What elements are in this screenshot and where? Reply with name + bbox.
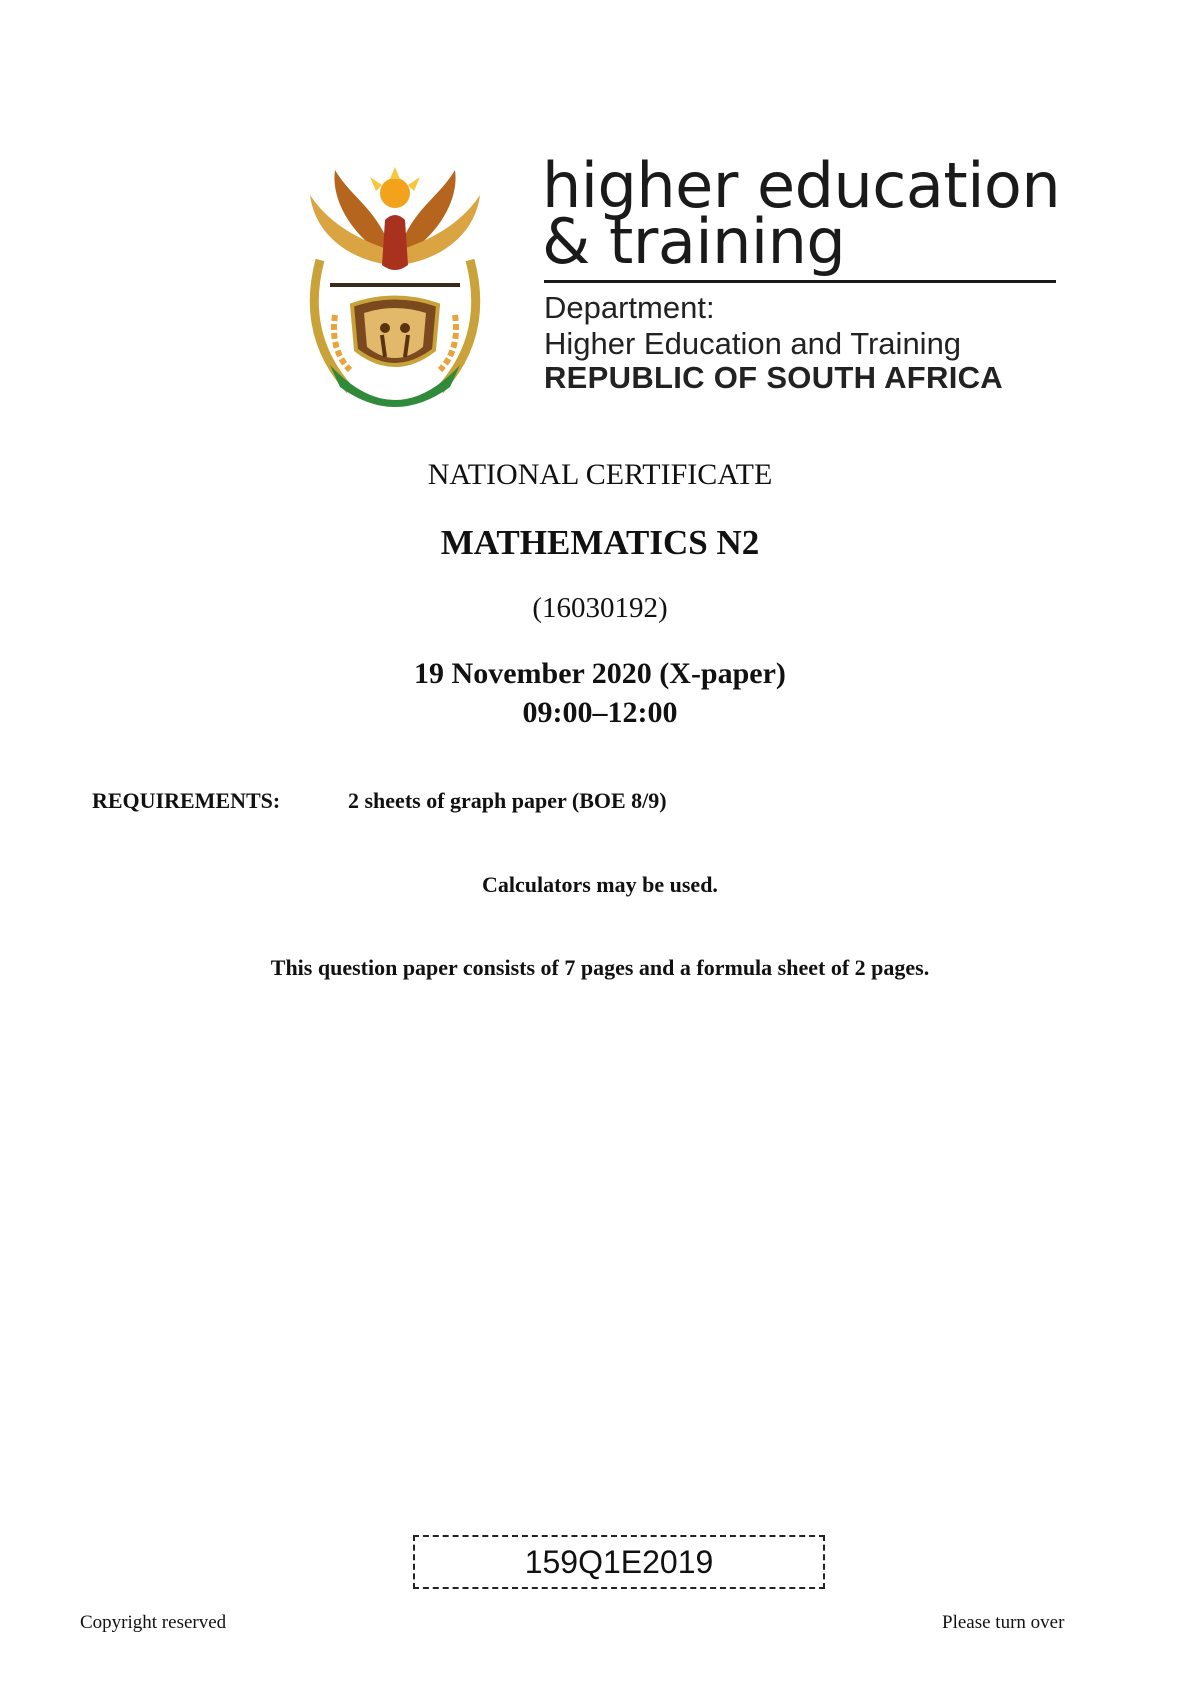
requirements-label: REQUIREMENTS: [92, 788, 281, 813]
letterhead-country: REPUBLIC OF SOUTH AFRICA [544, 360, 1003, 395]
letterhead-department: Department: [544, 290, 715, 325]
coat-of-arms-icon [290, 165, 500, 420]
footer-copyright: Copyright reserved [80, 1612, 227, 1633]
page-count-note: This question paper consists of 7 pages and a formula sheet of 2 pages. [270, 955, 930, 980]
paper-code-box [413, 1535, 825, 1589]
calculator-note: Calculators may be used. [482, 872, 718, 897]
exam-date: 19 November 2020 (X-paper) [414, 657, 786, 690]
subject-title: MATHEMATICS N2 [440, 523, 760, 562]
paper-code: 159Q1E2019 [524, 1543, 714, 1580]
footer-turn-over: Please turn over [942, 1612, 1065, 1633]
certificate-title: NATIONAL CERTIFICATE [427, 458, 773, 491]
subject-code: (16030192) [532, 592, 668, 624]
exam-time: 09:00–12:00 [522, 696, 678, 729]
letterhead-line-2: & training [542, 205, 846, 278]
letterhead-divider [544, 280, 1056, 283]
requirements-value: 2 sheets of graph paper (BOE 8/9) [348, 788, 667, 813]
letterhead-department-name: Higher Education and Training [544, 326, 962, 361]
letterhead-line-1: higher education [542, 149, 1061, 222]
